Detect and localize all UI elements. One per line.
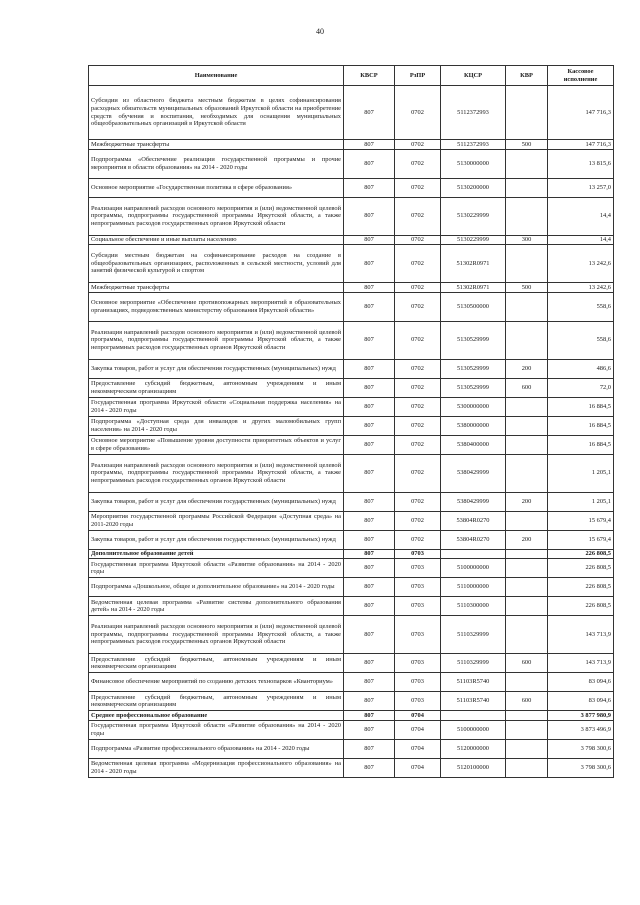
table-row [89,758,614,777]
cell-amount: 72,0 [548,378,614,397]
cell-rzpr: 0702 [395,530,441,549]
cell-kcsr: 5100000000 [441,559,506,578]
cell-kcsr: 51103R5740 [441,673,506,692]
cell-kvr: 600 [506,378,548,397]
cell-kvr [506,321,548,359]
cell-kvsr: 807 [344,359,395,378]
cell-kvsr: 807 [344,178,395,197]
cell-amount: 13 242,6 [548,283,614,293]
cell-rzpr: 0702 [395,197,441,235]
cell-kcsr: 5110300000 [441,597,506,616]
cell-rzpr: 0702 [395,86,441,140]
cell-kvsr: 807 [344,597,395,616]
cell-kvsr: 807 [344,140,395,150]
cell-name: Основное мероприятие «Государственная политика в сфере образования» [89,178,344,197]
cell-name: Реализация направлений расходов основного мероприятия и (или) ведомственной целевой программы, подпрограммы государственной программы Иркутской области, а также непрограммных расходов государственных органов Иркутской области [89,454,344,492]
table-row [89,378,614,397]
cell-kcsr: 5380429999 [441,492,506,511]
cell-rzpr: 0702 [395,321,441,359]
cell-kcsr: 5130529999 [441,321,506,359]
cell-name: Подпрограмма «Обеспечение реализации государственной программы и прочие мероприятия в области образования» на 2014 - 2020 годы [89,149,344,178]
cell-amount: 3 798 300,6 [548,758,614,777]
cell-kvr: 200 [506,530,548,549]
cell-kvr [506,416,548,435]
cell-rzpr: 0703 [395,673,441,692]
cell-kvsr: 807 [344,692,395,711]
cell-kcsr: 53804R0270 [441,511,506,530]
cell-kvr: 300 [506,235,548,245]
cell-amount: 147 716,3 [548,140,614,150]
cell-amount: 15 679,4 [548,530,614,549]
cell-name: Реализация направлений расходов основного мероприятия и (или) ведомственной целевой программы, подпрограммы государственной программы Иркутской области, а также непрограммных расходов государственных органов Иркутской области [89,321,344,359]
cell-rzpr: 0702 [395,140,441,150]
cell-amount: 558,6 [548,321,614,359]
cell-kvsr: 807 [344,86,395,140]
cell-rzpr: 0704 [395,720,441,739]
cell-kvr [506,454,548,492]
cell-kvr: 500 [506,283,548,293]
cell-rzpr: 0702 [395,454,441,492]
cell-rzpr: 0703 [395,578,441,597]
cell-amount: 3 798 300,6 [548,739,614,758]
table-row [89,140,614,150]
cell-kvsr: 807 [344,149,395,178]
cell-rzpr: 0702 [395,378,441,397]
cell-kvsr: 807 [344,321,395,359]
cell-kvr [506,559,548,578]
cell-kvr: 200 [506,492,548,511]
table-row [89,692,614,711]
cell-kcsr: 5380000000 [441,416,506,435]
cell-kcsr: 5130500000 [441,292,506,321]
cell-kvr [506,149,548,178]
cell-kvsr: 807 [344,720,395,739]
table-row [89,597,614,616]
cell-kvr [506,597,548,616]
cell-name: Подпрограмма «Дошкольное, общее и дополнительное образование» на 2014 - 2020 годы [89,578,344,597]
cell-rzpr: 0704 [395,711,441,721]
cell-kcsr: 51103R5740 [441,692,506,711]
cell-name: Реализация направлений расходов основного мероприятия и (или) ведомственной целевой программы, подпрограммы государственной программы Иркутской области, а также непрограммных расходов государственных органов Иркутской области [89,616,344,654]
cell-kvr: 200 [506,359,548,378]
cell-amount: 83 094,6 [548,673,614,692]
table-header-row [89,66,614,86]
table-row [89,549,614,559]
cell-rzpr: 0703 [395,597,441,616]
cell-name: Государственная программа Иркутской области «Развитие образования» на 2014 - 2020 годы [89,720,344,739]
cell-kcsr: 5110329999 [441,616,506,654]
table-row [89,321,614,359]
cell-kcsr: 5130529999 [441,378,506,397]
cell-kvsr: 807 [344,530,395,549]
cell-kcsr: 5130229999 [441,197,506,235]
cell-name: Ведомственная целевая программа «Развитие системы дополнительного образования детей» на 2014 - 2020 годы [89,597,344,616]
cell-rzpr: 0703 [395,549,441,559]
cell-kcsr: 51302R0971 [441,283,506,293]
table-row [89,359,614,378]
cell-kvsr: 807 [344,397,395,416]
table-body [89,86,614,778]
table-row [89,178,614,197]
cell-kcsr: 5112372993 [441,140,506,150]
cell-rzpr: 0702 [395,283,441,293]
cell-amount: 3 877 980,9 [548,711,614,721]
cell-rzpr: 0702 [395,416,441,435]
cell-amount: 143 713,9 [548,616,614,654]
cell-kvsr: 807 [344,197,395,235]
table-row [89,454,614,492]
header-name: Наименование [89,66,344,86]
cell-kvsr: 807 [344,549,395,559]
cell-kvsr: 807 [344,673,395,692]
table-row [89,397,614,416]
table-row [89,654,614,673]
cell-kvr [506,720,548,739]
cell-kvsr: 807 [344,416,395,435]
cell-kvsr: 807 [344,511,395,530]
cell-kvr: 500 [506,140,548,150]
table-row [89,86,614,140]
cell-kvr [506,739,548,758]
cell-amount: 226 808,5 [548,597,614,616]
cell-kvsr: 807 [344,435,395,454]
cell-rzpr: 0704 [395,739,441,758]
cell-amount: 147 716,3 [548,86,614,140]
table-row [89,283,614,293]
cell-kvsr: 807 [344,616,395,654]
table-row [89,292,614,321]
cell-kvsr: 807 [344,492,395,511]
cell-kvr [506,197,548,235]
cell-name: Предоставление субсидий бюджетным, автономным учреждениям и иным некоммерческим организациям [89,378,344,397]
cell-amount: 13 242,6 [548,245,614,283]
cell-rzpr: 0703 [395,692,441,711]
table-row [89,720,614,739]
cell-name: Государственная программа Иркутской области «Социальная поддержка населения» на 2014 - 2020 годы [89,397,344,416]
cell-amount: 16 884,5 [548,397,614,416]
cell-kvr: 600 [506,654,548,673]
cell-kvr [506,397,548,416]
table-row [89,616,614,654]
cell-name: Ведомственная целевая программа «Модернизация профессионального образования» на 2014 - 2020 годы [89,758,344,777]
cell-amount: 14,4 [548,197,614,235]
budget-table [88,65,614,778]
cell-amount: 1 205,1 [548,492,614,511]
cell-name: Основное мероприятие «Повышение уровня доступности приоритетных объектов и услуг в сфере образования» [89,435,344,454]
cell-kvr [506,758,548,777]
cell-amount: 226 808,5 [548,578,614,597]
cell-kcsr: 5300000000 [441,397,506,416]
table-row [89,530,614,549]
cell-kcsr: 5380429999 [441,454,506,492]
cell-kvsr: 807 [344,283,395,293]
cell-name: Предоставление субсидий бюджетным, автономным учреждениям и иным некоммерческим организациям [89,692,344,711]
cell-name: Закупка товаров, работ и услуг для обеспечения государственных (муниципальных) нужд [89,530,344,549]
cell-kcsr: 5112372993 [441,86,506,140]
cell-amount: 15 679,4 [548,511,614,530]
header-kvsr: КВСР [344,66,395,86]
cell-amount: 558,6 [548,292,614,321]
cell-kvr [506,711,548,721]
cell-name: Основное мероприятие «Обеспечение противопожарных мероприятий в образовательных организациях, подведомственных министерству образования Иркутской области» [89,292,344,321]
cell-kvsr: 807 [344,292,395,321]
cell-kcsr: 5380400000 [441,435,506,454]
cell-kvr [506,86,548,140]
table-row [89,673,614,692]
cell-name: Подпрограмма «Развитие профессионального образования» на 2014 - 2020 годы [89,739,344,758]
cell-rzpr: 0702 [395,511,441,530]
table-row [89,235,614,245]
cell-kvsr: 807 [344,454,395,492]
table-row [89,492,614,511]
header-kcsr: КЦСР [441,66,506,86]
cell-kvsr: 807 [344,711,395,721]
cell-kcsr: 5130000000 [441,149,506,178]
cell-amount: 13 257,0 [548,178,614,197]
header-amount: Кассовое исполнение [548,66,614,86]
cell-rzpr: 0703 [395,616,441,654]
cell-kcsr: 5110000000 [441,578,506,597]
cell-rzpr: 0702 [395,245,441,283]
cell-amount: 226 808,5 [548,549,614,559]
cell-name: Межбюджетные трансферты [89,140,344,150]
cell-kvr [506,616,548,654]
cell-name: Социальное обеспечение и иные выплаты населению [89,235,344,245]
cell-name: Предоставление субсидий бюджетным, автономным учреждениям и иным некоммерческим организациям [89,654,344,673]
table-row [89,511,614,530]
cell-rzpr: 0703 [395,559,441,578]
cell-kcsr: 5120100000 [441,758,506,777]
table-row [89,416,614,435]
table-row [89,559,614,578]
cell-name: Государственная программа Иркутской области «Развитие образования» на 2014 - 2020 годы [89,559,344,578]
cell-rzpr: 0702 [395,178,441,197]
cell-kvsr: 807 [344,378,395,397]
cell-rzpr: 0704 [395,758,441,777]
cell-rzpr: 0702 [395,149,441,178]
cell-kvr [506,245,548,283]
cell-kvr [506,578,548,597]
cell-amount: 143 713,9 [548,654,614,673]
cell-name: Мероприятия государственной программы Российской Федерации «Доступная среда» на 2011-2020 годы [89,511,344,530]
cell-kvr [506,511,548,530]
cell-name: Реализация направлений расходов основного мероприятия и (или) ведомственной целевой программы, подпрограммы государственной программы Иркутской области, а также непрограммных расходов государственных органов Иркутской области [89,197,344,235]
cell-kcsr: 5130229999 [441,235,506,245]
header-rzpr: РзПР [395,66,441,86]
cell-rzpr: 0703 [395,654,441,673]
cell-kcsr: 5110329999 [441,654,506,673]
cell-kvr [506,292,548,321]
cell-name: Закупка товаров, работ и услуг для обеспечения государственных (муниципальных) нужд [89,492,344,511]
cell-kcsr [441,711,506,721]
table-row [89,739,614,758]
cell-name: Подпрограмма «Доступная среда для инвалидов и других маломобильных групп населения» на 2014 - 2020 годы [89,416,344,435]
table-row [89,245,614,283]
cell-amount: 16 884,5 [548,435,614,454]
cell-amount: 226 808,5 [548,559,614,578]
table-row [89,578,614,597]
cell-rzpr: 0702 [395,397,441,416]
cell-kcsr: 53804R0270 [441,530,506,549]
cell-kvsr: 807 [344,235,395,245]
cell-kvr: 600 [506,692,548,711]
cell-amount: 13 815,6 [548,149,614,178]
cell-rzpr: 0702 [395,492,441,511]
cell-rzpr: 0702 [395,359,441,378]
cell-kvr [506,549,548,559]
cell-name: Межбюджетные трансферты [89,283,344,293]
cell-kcsr: 51302R0971 [441,245,506,283]
cell-kvr [506,673,548,692]
cell-amount: 3 873 496,9 [548,720,614,739]
table-row [89,197,614,235]
table-row [89,711,614,721]
cell-rzpr: 0702 [395,435,441,454]
cell-kvsr: 807 [344,578,395,597]
cell-amount: 14,4 [548,235,614,245]
cell-name: Дополнительное образование детей [89,549,344,559]
cell-amount: 16 884,5 [548,416,614,435]
cell-kvsr: 807 [344,739,395,758]
cell-kvr [506,178,548,197]
cell-name: Закупка товаров, работ и услуг для обеспечения государственных (муниципальных) нужд [89,359,344,378]
cell-rzpr: 0702 [395,292,441,321]
cell-amount: 83 094,6 [548,692,614,711]
cell-name: Субсидии из областного бюджета местным бюджетам в целях софинансирования расходных обязательств муниципальных образований Иркутской области на приобретение средств обучения и воспитания, необходимых для оснащения муниципальных общеобразовательных организаций в Иркутской области [89,86,344,140]
cell-kcsr: 5130200000 [441,178,506,197]
cell-name: Субсидии местным бюджетам на софинансирование расходов на создание в общеобразовательных организациях, расположенных в сельской местности, условий для занятий физической культурой и спортом [89,245,344,283]
cell-name: Среднее профессиональное образование [89,711,344,721]
header-kvr: КВР [506,66,548,86]
cell-amount: 486,6 [548,359,614,378]
page-number: 40 [316,27,324,36]
cell-kvsr: 807 [344,758,395,777]
cell-kcsr: 5100000000 [441,720,506,739]
cell-kvr [506,435,548,454]
cell-kvsr: 807 [344,654,395,673]
cell-kcsr: 5130529999 [441,359,506,378]
cell-name: Финансовое обеспечение мероприятий по созданию детских технопарков «Кванториум» [89,673,344,692]
cell-rzpr: 0702 [395,235,441,245]
cell-amount: 1 205,1 [548,454,614,492]
cell-kcsr: 5120000000 [441,739,506,758]
table-row [89,435,614,454]
cell-kvsr: 807 [344,559,395,578]
table-row [89,149,614,178]
cell-kvsr: 807 [344,245,395,283]
cell-kcsr [441,549,506,559]
